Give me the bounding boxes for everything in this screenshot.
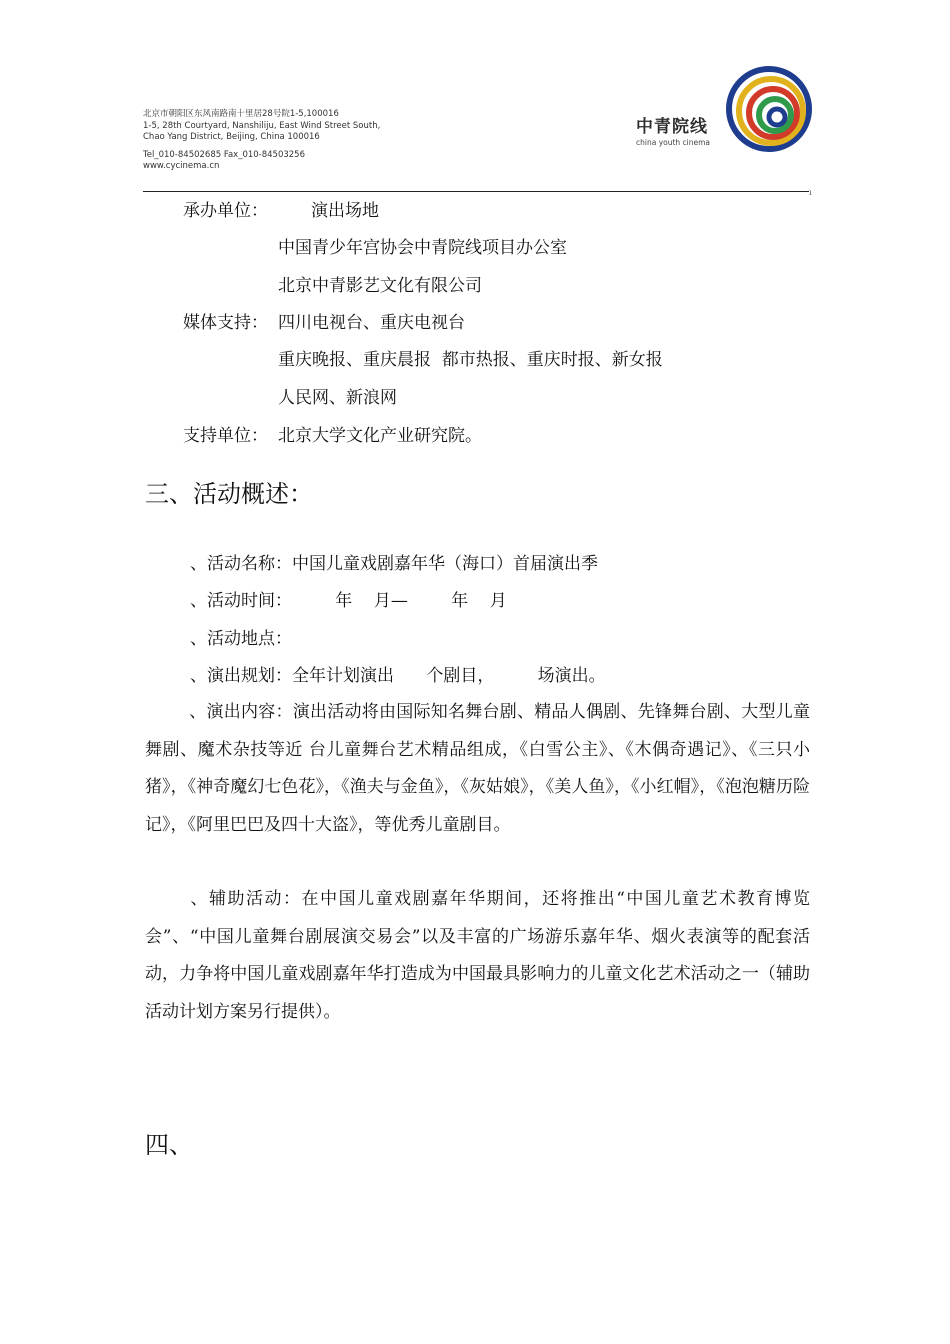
- china-youth-cinema-logo-icon: [722, 66, 812, 156]
- section-4-heading: 四、: [145, 1131, 193, 1159]
- performance-content-paragraph: [145, 694, 810, 844]
- address-en-line-1: 1-5, 28th Courtyard, Nanshiliju, East Wind Street South,: [143, 120, 381, 131]
- header-rule-marker: ı: [809, 188, 812, 197]
- header-rule: [143, 191, 809, 192]
- host-line-3: 北京中青影艺文化有限公司: [278, 276, 482, 296]
- address-en-line-2: Chao Yang District, Beijing, China 100016: [143, 132, 320, 142]
- section-3-heading: 三、活动概述：: [145, 480, 313, 508]
- activity-place-item: 、活动地点：: [190, 629, 292, 649]
- performance-content-text: 、演出内容：演出活动将由国际知名舞台剧、精品人偶剧、先锋舞台剧、大型儿童舞剧、魔术杂技等近 台儿童舞台艺术精品组成，《白雪公主》、《木偶奇遇记》、《三只小猪》，《神奇魔幻七色花》，《渔夫与金鱼》，《灰姑娘》，《美人鱼》，《小红帽》，《泡泡糖历险记》，《阿里巴巴及四十大盗》，等优秀儿童剧目。: [145, 702, 810, 835]
- letterhead-address: [143, 109, 403, 173]
- activity-time-item: 、活动时间： 年 月— 年 月: [190, 591, 507, 611]
- support-line-1: 北京大学文化产业研究院。: [278, 426, 482, 446]
- address-cn: 北京市朝阳区东风南路南十里居28号院1-5,100016: [143, 109, 339, 119]
- auxiliary-activity-paragraph: [145, 881, 810, 1031]
- performance-plan-item: 、演出规划：全年计划演出 个剧目， 场演出。: [190, 666, 606, 686]
- brand-name-en: china youth cinema: [636, 138, 711, 147]
- host-line-2: 中国青少年宫协会中青院线项目办公室: [278, 238, 567, 258]
- host-label: 承办单位：: [183, 201, 268, 221]
- website: www.cycinema.cn: [143, 161, 220, 171]
- support-label: 支持单位：: [183, 426, 268, 446]
- media-label: 媒体支持：: [183, 313, 268, 333]
- tel-fax: Tel_010-84502685 Fax_010-84503256: [143, 149, 305, 160]
- activity-name-item: 、活动名称：中国儿童戏剧嘉年华（海口）首届演出季: [190, 554, 598, 574]
- media-line-3: 人民网、新浪网: [278, 388, 397, 408]
- brand-name: [636, 112, 710, 147]
- media-line-1: 四川电视台、重庆电视台: [278, 313, 465, 333]
- brand-name-cn: 中青院线: [636, 117, 708, 137]
- host-line-1: 演出场地: [311, 201, 379, 221]
- auxiliary-activity-text: 、辅助活动：在中国儿童戏剧嘉年华期间，还将推出“中国儿童艺术教育博览会”、“中国儿童舞台剧展演交易会”以及丰富的广场游乐嘉年华、烟火表演等的配套活动，力争将中国儿童戏剧嘉年华打造成为中国最具影响力的儿童文化艺术活动之一（辅助活动计划方案另行提供）。: [145, 889, 810, 1022]
- media-line-2: 重庆晚报、重庆晨报 都市热报、重庆时报、新女报: [278, 350, 663, 370]
